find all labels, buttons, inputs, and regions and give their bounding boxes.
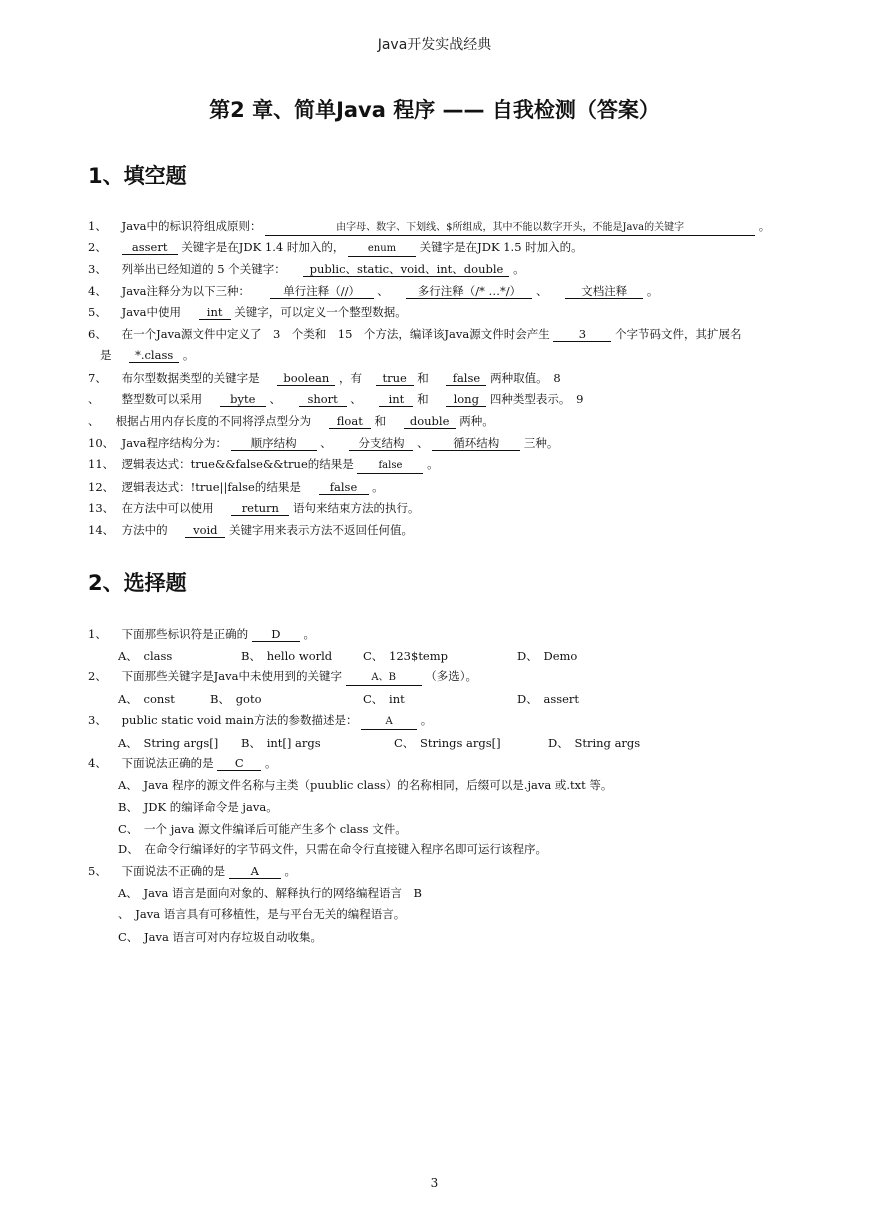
option-a: A、 String args[]: [118, 736, 219, 750]
item-text: Java中使用: [121, 305, 181, 319]
option-d: D、 String args: [548, 736, 641, 750]
item-number: 2、: [88, 240, 107, 254]
item-text: 列举出已经知道的 5 个关键字：: [121, 262, 286, 276]
item-text: 在一个Java源文件中定义了 3 个类和 15 个方法，编译该Java源文件时会产生: [121, 327, 550, 341]
option-b: B、 hello world: [241, 649, 333, 663]
item-text: 和: [417, 392, 429, 406]
item-text: 和: [374, 414, 386, 428]
item-end: 。: [646, 284, 659, 298]
fill-item-5: [88, 304, 407, 320]
choice-question-4: [88, 755, 276, 771]
item-end: 。: [513, 262, 525, 276]
option-b: B、 int[] args: [241, 736, 321, 750]
answer-blank: *.class: [129, 348, 179, 363]
item-end: 。: [182, 348, 195, 362]
item-text: 根据占用内存长度的不同将浮点型分为: [115, 414, 312, 428]
running-header: Java开发实战经典: [377, 37, 492, 53]
option-a: A、 class: [118, 649, 173, 663]
separator: 、: [320, 436, 332, 450]
item-end: 。: [303, 627, 315, 641]
option-c: C、 Java 语言可对内存垃圾自动收集。: [118, 930, 323, 944]
item-number: 、: [88, 392, 100, 406]
separator: 、: [269, 392, 281, 406]
option-c: C、 123$temp: [363, 649, 449, 663]
fill-item-2: [88, 239, 583, 257]
option-a: A、 Java 程序的源文件名称与主类（puublic class）的名称相同，后缀可以是.java 或.txt 等。: [118, 778, 613, 792]
fill-item-7: [88, 370, 561, 386]
answer-blank: assert: [122, 240, 178, 255]
item-end: 。: [372, 480, 384, 494]
fill-item-10: [88, 435, 558, 451]
answer-blank: C: [217, 756, 261, 771]
item-text: ，有: [338, 371, 362, 385]
choice-question-5: [88, 863, 296, 879]
answer-blank: 单行注释（//）: [270, 284, 374, 299]
item-number: 7、: [88, 371, 107, 385]
choice-question-2: [88, 668, 477, 686]
fill-item-1: [88, 218, 770, 236]
item-text: 个字节码文件，其扩展名: [615, 327, 742, 341]
item-number: 10、: [88, 436, 115, 450]
item-number: 、: [88, 414, 100, 428]
item-text: 在方法中可以使用: [121, 501, 214, 515]
option-b: B、 JDK 的编译命令是 java。: [118, 800, 278, 814]
item-number: 14、: [88, 523, 115, 537]
separator: 、: [350, 392, 362, 406]
item-text: 两种取值。 8: [490, 371, 561, 385]
answer-blank: false: [357, 459, 423, 474]
answer-blank: 由字母、数字、下划线、$所组成，其中不能以数字开头，不能是Java的关键字: [265, 221, 755, 236]
answer-blank: byte: [220, 392, 266, 407]
answer-blank: boolean: [277, 371, 335, 386]
item-end: （多选）。: [425, 669, 478, 683]
section-heading-fill-in: 1、填空题: [88, 164, 187, 188]
item-text: 逻辑表达式：true&&false&&true的结果是: [121, 457, 354, 471]
question-text: public static void main方法的参数描述是：: [121, 713, 358, 727]
item-end: 。: [264, 756, 277, 770]
separator: 、: [417, 436, 429, 450]
choice-question-1: [88, 626, 315, 642]
item-number: 1、: [88, 627, 107, 641]
item-number: 4、: [88, 756, 107, 770]
answer-blank: float: [329, 414, 371, 429]
item-text: 三种。: [523, 436, 559, 450]
option-c: C、 int: [363, 692, 405, 706]
question-text: 下面说法不正确的是: [121, 864, 226, 878]
answer-blank: 分支结构: [349, 436, 413, 451]
answer-blank: 多行注释（/* …*/）: [406, 284, 532, 299]
fill-item-3: [88, 261, 525, 277]
item-text: 布尔型数据类型的关键字是: [121, 371, 260, 385]
item-end: 。: [420, 713, 433, 727]
page-number: 3: [430, 1176, 439, 1190]
answer-blank: void: [185, 523, 225, 538]
item-text: 两种。: [459, 414, 494, 428]
answer-blank: false: [446, 371, 486, 386]
fill-item-13: [88, 500, 419, 516]
answer-blank: 顺序结构: [231, 436, 317, 451]
item-number: 4、: [88, 284, 107, 298]
item-end: 。: [758, 219, 771, 233]
fill-item-8: [88, 391, 583, 407]
page-title: 第2 章、简单Java 程序 —— 自我检测（答案）: [209, 98, 660, 122]
item-number: 5、: [88, 305, 107, 319]
item-text: 关键字用来表示方法不返回任何值。: [228, 523, 413, 537]
fill-item-9: [88, 413, 494, 429]
option-b: 、 Java 语言具有可移植性，是与平台无关的编程语言。: [118, 907, 406, 921]
fill-item-14: [88, 522, 413, 538]
item-text: 四种类型表示。 9: [489, 392, 584, 406]
item-text: Java程序结构分为：: [121, 436, 227, 450]
answer-blank: enum: [348, 242, 416, 257]
answer-blank: 循环结构: [432, 436, 520, 451]
item-end: 。: [427, 457, 439, 471]
answer-blank: A: [229, 864, 281, 879]
answer-blank: false: [319, 480, 369, 495]
item-end: 。: [284, 864, 296, 878]
answer-blank: double: [404, 414, 456, 429]
item-text: 和: [417, 371, 429, 385]
item-number: 11、: [88, 457, 115, 471]
item-number: 13、: [88, 501, 115, 515]
separator: 、: [536, 284, 548, 298]
answer-blank: return: [231, 501, 289, 516]
answer-blank: A、B: [346, 671, 422, 686]
question-text: 下面那些关键字是Java中未使用到的关键字: [121, 669, 342, 683]
fill-item-12: [88, 479, 384, 495]
question-text: 下面那些标识符是正确的: [121, 627, 249, 641]
item-text: 整型数可以采用: [121, 392, 203, 406]
option-d: D、 assert: [517, 692, 580, 706]
fill-item-6: [88, 326, 742, 342]
item-text: 关键字是在JDK 1.4 时加入的，: [181, 240, 345, 254]
choice-question-3: [88, 712, 432, 730]
answer-blank: 文档注释: [565, 284, 643, 299]
answer-blank: public、static、void、int、double: [303, 262, 509, 277]
option-a: A、 const: [118, 692, 175, 706]
item-number: 5、: [88, 864, 107, 878]
separator: 、: [377, 284, 389, 298]
option-d: D、 Demo: [517, 649, 578, 663]
option-b: B、 goto: [210, 692, 262, 706]
fill-item-6-cont: [100, 347, 194, 363]
question-text: 下面说法正确的是: [121, 756, 214, 770]
item-text: Java注释分为以下三种：: [121, 284, 250, 298]
answer-blank: long: [446, 392, 486, 407]
item-number: 3、: [88, 262, 107, 276]
fill-item-11: [88, 456, 439, 474]
answer-blank: int: [379, 392, 413, 407]
answer-blank: true: [376, 371, 414, 386]
option-c: C、 Strings args[]: [394, 736, 501, 750]
section-heading-multiple-choice: 2、选择题: [88, 571, 187, 595]
item-text: 语句来结束方法的执行。: [292, 501, 420, 515]
item-text: 关键字，可以定义一个整型数据。: [234, 305, 407, 319]
answer-blank: int: [199, 305, 231, 320]
answer-blank: short: [299, 392, 347, 407]
item-text: Java中的标识符组成原则：: [121, 219, 262, 233]
item-number: 3、: [88, 713, 107, 727]
item-text: 是: [100, 348, 112, 362]
option-a: A、 Java 语言是面向对象的、解释执行的网络编程语言 B: [118, 886, 422, 900]
item-number: 12、: [88, 480, 115, 494]
item-number: 2、: [88, 669, 107, 683]
item-text: 方法中的: [121, 523, 168, 537]
item-number: 1、: [88, 219, 107, 233]
answer-blank: A: [361, 715, 417, 730]
item-number: 6、: [88, 327, 107, 341]
item-text: 关键字是在JDK 1.5 时加入的。: [419, 240, 583, 254]
answer-blank: 3: [553, 327, 611, 342]
option-c: C、 一个 java 源文件编译后可能产生多个 class 文件。: [118, 822, 407, 836]
fill-item-4: [88, 283, 658, 299]
item-text: 逻辑表达式：!true||false的结果是: [121, 480, 301, 494]
option-d: D、 在命令行编译好的字节码文件，只需在命令行直接键入程序名即可运行该程序。: [118, 842, 547, 856]
answer-blank: D: [252, 627, 300, 642]
